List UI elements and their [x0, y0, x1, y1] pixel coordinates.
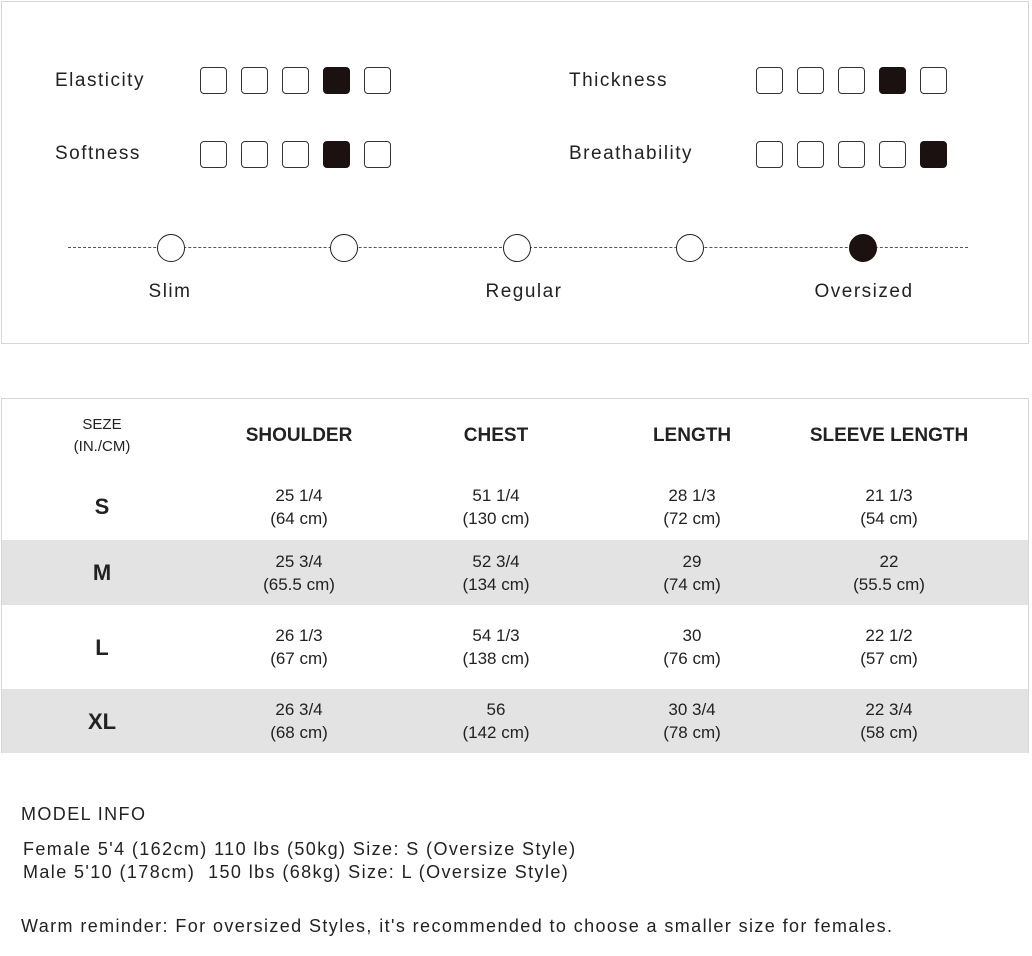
chest-column-header: CHEST	[463, 425, 529, 446]
measurement-cell	[860, 689, 918, 753]
measurement-cell	[860, 473, 918, 540]
fit-label-regular: Regular	[485, 281, 563, 302]
measurement-cell	[853, 540, 925, 605]
model-info-title: MODEL INFO	[21, 804, 147, 824]
softness-rating	[200, 141, 391, 168]
measurement-cm: (54 cm)	[860, 508, 918, 528]
fit-scale-dot	[849, 234, 877, 262]
measurement-inches: 22 3/4	[865, 700, 913, 719]
elasticity-rating-box	[200, 67, 227, 94]
size-cell: L	[95, 634, 109, 660]
elasticity-rating-box	[282, 67, 309, 94]
measurement-inches: 52 3/4	[472, 551, 520, 571]
measurement-inches: 29	[682, 551, 702, 571]
measurement-inches: 26 3/4	[275, 700, 323, 719]
breathability-rating-box	[756, 141, 783, 168]
elasticity-rating-box	[323, 67, 350, 94]
thickness-rating-box	[879, 67, 906, 94]
measurement-cell	[462, 605, 529, 689]
softness-rating-box	[364, 141, 391, 168]
measurement-inches: 25 1/4	[275, 485, 323, 505]
measurement-inches: 22 1/2	[865, 626, 913, 645]
breathability-rating-box	[879, 141, 906, 168]
measurement-inches: 30	[682, 626, 702, 645]
table-header-row	[2, 399, 1028, 473]
fit-scale-dot	[157, 234, 185, 262]
elasticity-label: Elasticity	[55, 70, 145, 91]
breathability-rating-box	[797, 141, 824, 168]
measurement-cm: (55.5 cm)	[853, 574, 925, 594]
breathability-label: Breathability	[569, 143, 694, 164]
elasticity-rating-box	[364, 67, 391, 94]
table-row	[2, 689, 1028, 753]
shoulder-column-header: SHOULDER	[245, 425, 353, 446]
thickness-rating-box	[756, 67, 783, 94]
breathability-rating-box	[838, 141, 865, 168]
softness-rating-box	[200, 141, 227, 168]
measurement-cell	[663, 540, 721, 605]
measurement-inches: 54 1/3	[472, 626, 520, 645]
measurement-inches: 26 1/3	[275, 626, 323, 645]
measurement-inches: 21 1/3	[865, 485, 913, 505]
measurement-cm: (58 cm)	[860, 723, 918, 742]
fit-scale-dot	[330, 234, 358, 262]
model-info-male: Male 5'10 (178cm) 150 lbs (68kg) Size: L (Oversize Style)	[23, 862, 570, 882]
measurement-cm: (138 cm)	[462, 649, 530, 668]
thickness-rating-box	[838, 67, 865, 94]
softness-rating-box	[241, 141, 268, 168]
measurement-cell	[663, 605, 721, 689]
fit-label-oversized: Oversized	[814, 281, 914, 302]
model-info-female: Female 5'4 (162cm) 110 lbs (50kg) Size: S (Oversize Style)	[23, 839, 577, 859]
table-row	[2, 540, 1028, 605]
measurement-cell	[462, 540, 529, 605]
softness-rating-box	[323, 141, 350, 168]
measurement-cm: (57 cm)	[860, 649, 918, 668]
measurement-cm: (142 cm)	[462, 723, 530, 742]
fit-scale-dot	[676, 234, 704, 262]
softness-label: Softness	[55, 143, 141, 164]
fabric-attributes-panel	[1, 1, 1029, 344]
table-row	[2, 605, 1028, 689]
measurement-cm: (74 cm)	[663, 574, 721, 594]
measurement-inches: 25 3/4	[275, 551, 323, 571]
measurement-inches: 28 1/3	[668, 485, 716, 505]
size-column-header	[74, 399, 131, 473]
thickness-rating-box	[797, 67, 824, 94]
size-chart-table	[1, 398, 1029, 753]
fit-scale-dot	[503, 234, 531, 262]
size-header-label: SEZE	[82, 416, 122, 433]
measurement-cell	[270, 473, 328, 540]
measurement-cm: (130 cm)	[462, 508, 530, 528]
length-column-header: LENGTH	[652, 425, 732, 446]
sleeve-length-column-header: SLEEVE LENGTH	[809, 425, 969, 446]
measurement-cm: (64 cm)	[270, 508, 328, 528]
measurement-inches: 30 3/4	[668, 700, 716, 719]
measurement-cell	[462, 689, 529, 753]
size-cell: S	[94, 494, 110, 519]
thickness-rating-box	[920, 67, 947, 94]
size-cell: XL	[87, 708, 117, 734]
fit-label-slim: Slim	[148, 281, 192, 302]
elasticity-rating	[200, 67, 391, 94]
thickness-rating	[756, 67, 947, 94]
breathability-rating-box	[920, 141, 947, 168]
measurement-cell	[270, 689, 328, 753]
measurement-cm: (72 cm)	[663, 508, 721, 528]
measurement-cell	[860, 605, 918, 689]
elasticity-rating-box	[241, 67, 268, 94]
size-cell: M	[92, 560, 112, 585]
measurement-cell	[270, 605, 328, 689]
measurement-cell	[663, 689, 721, 753]
thickness-label: Thickness	[569, 70, 669, 91]
measurement-cm: (65.5 cm)	[263, 574, 335, 594]
measurement-inches: 56	[486, 700, 506, 719]
measurement-inches: 51 1/4	[472, 485, 520, 505]
measurement-cm: (68 cm)	[270, 723, 328, 742]
measurement-cm: (78 cm)	[663, 723, 721, 742]
measurement-cm: (76 cm)	[663, 649, 721, 668]
measurement-cell	[462, 473, 529, 540]
size-header-unit: (IN./CM)	[73, 438, 131, 455]
softness-rating-box	[282, 141, 309, 168]
measurement-inches: 22	[879, 551, 899, 571]
warm-reminder-text: Warm reminder: For oversized Styles, it's recommended to choose a smaller size for females.	[21, 916, 894, 936]
measurement-cm: (67 cm)	[270, 649, 328, 668]
measurement-cm: (134 cm)	[462, 574, 530, 594]
breathability-rating	[756, 141, 947, 168]
measurement-cell	[263, 540, 335, 605]
table-row	[2, 473, 1028, 540]
measurement-cell	[663, 473, 721, 540]
